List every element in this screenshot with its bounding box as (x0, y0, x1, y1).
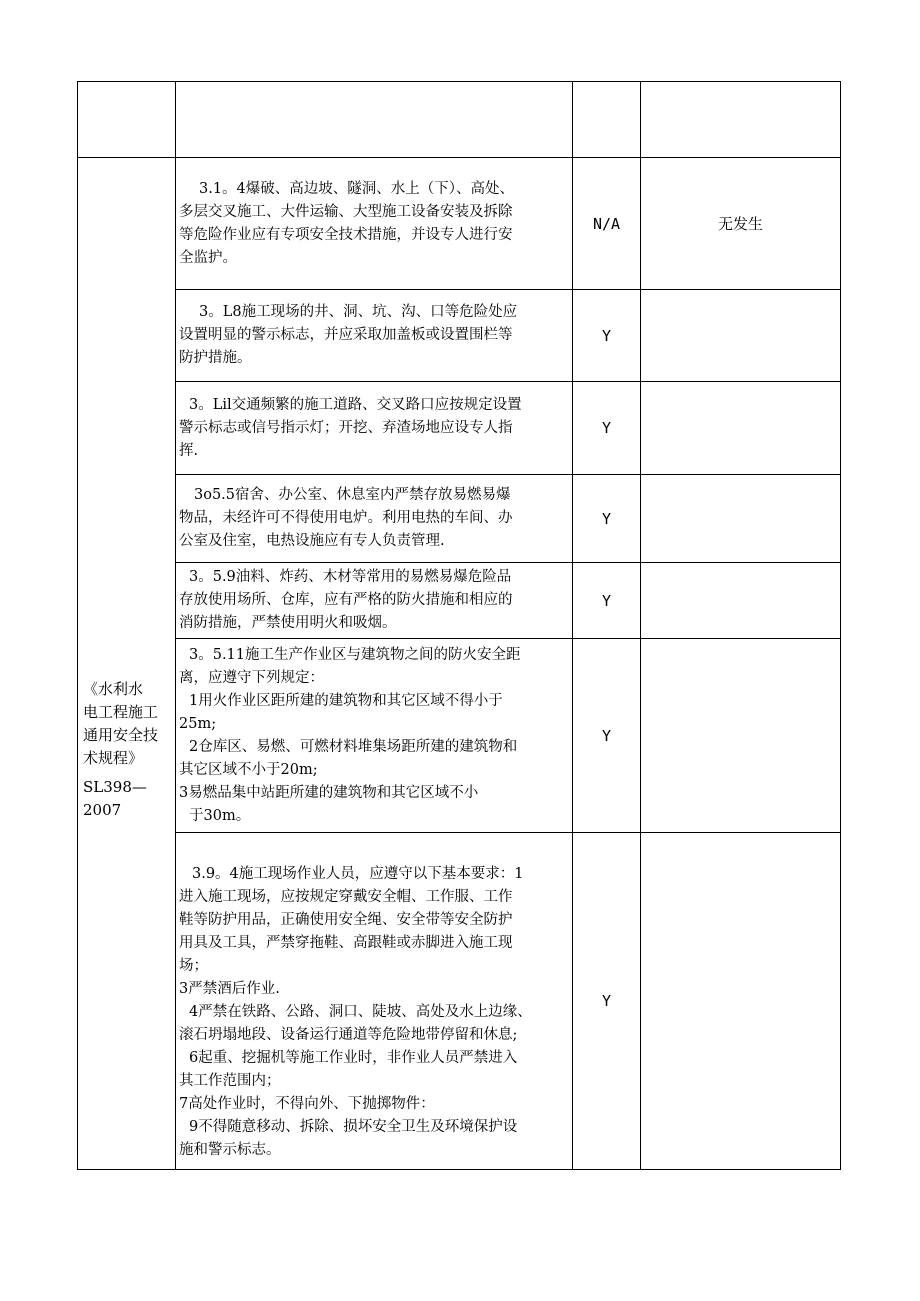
clause-line: 其工作范围内； (179, 1072, 281, 1089)
clause-line: 进入施工现场，应按规定穿戴安全帽、工作服、工作 (179, 888, 513, 905)
clause-line: 用具及工具，严禁穿拖鞋、高跟鞋或赤脚进入施工现 (179, 934, 513, 951)
clause-line: 物品，未经许可不得使用电炉。利用电热的车间、办 (179, 510, 513, 526)
table-row (78, 563, 841, 639)
source-title-line: 《水利水 (83, 679, 144, 698)
table-cell-content (176, 475, 573, 563)
table-cell-result: Y (573, 290, 641, 382)
clause-line: 2仓库区、易燃、可燃材料堆集场距所建的建筑物和 (189, 738, 518, 755)
clause-line: 鞋等防护用品，正确使用安全绳、安全带等安全防护 (179, 911, 513, 928)
table-cell-result (573, 82, 641, 158)
clause-line: 其它区域不小于20m; (179, 761, 318, 778)
clause-line: 存放使用场所、仓库，应有严格的防火措施和相应的 (179, 592, 513, 608)
table-row (78, 382, 841, 475)
source-code-line: 2007 (83, 800, 122, 819)
clause-line: 3。5.9油料、炸药、木材等常用的易燃易爆危险品 (189, 569, 512, 585)
table-cell-result: Y (573, 639, 641, 833)
table-cell-result: Y (573, 382, 641, 475)
clause-line: 防护措施。 (179, 350, 252, 366)
source-title-line: 通用安全技 (83, 725, 159, 744)
table-cell-note: 无发生 (641, 158, 841, 290)
table-cell-note (641, 833, 841, 1170)
clause-line: 3易燃品集中站距所建的建筑物和其它区域不小 (179, 784, 479, 801)
clause-line: 3.9。4施工现场作业人员，应遵守以下基本要求：1 (192, 865, 524, 882)
table-cell-source-empty (78, 82, 176, 158)
source-standard-cell (78, 158, 176, 1170)
clause-line: 3。L8施工现场的井、洞、坑、沟、口等危险处应 (199, 304, 518, 320)
table-cell-content (176, 382, 573, 475)
clause-line: 等危险作业应有专项安全技术措施，并设专人进行安 (179, 226, 513, 243)
source-code-line: SL398— (83, 777, 147, 796)
clause-line: 1用火作业区距所建的建筑物和其它区域不得小于 (189, 692, 503, 709)
table-cell-note (641, 382, 841, 475)
table-row (78, 833, 841, 1170)
clause-line: 于30m。 (189, 807, 251, 824)
clause-line: 消防措施，严禁使用明火和吸烟。 (179, 615, 397, 631)
table-cell-result: Y (573, 475, 641, 563)
clause-line: 7高处作业时，不得向外、下抛掷物件： (179, 1095, 435, 1112)
table-row (78, 158, 841, 290)
clause-line: 9不得随意移动、拆除、损坏安全卫生及环境保护设 (189, 1118, 518, 1135)
clause-line: 离，应遵守下列规定： (179, 669, 324, 686)
source-title-line: 术规程》 (83, 748, 144, 767)
table-cell-content (176, 563, 573, 639)
table-row (78, 290, 841, 382)
table-cell-content (176, 158, 573, 290)
table-cell-note (641, 82, 841, 158)
clause-line: 3。Lil交通频繁的施工道路、交叉路口应按规定设置 (189, 396, 522, 413)
table-cell-content (176, 639, 573, 833)
clause-line: 多层交叉施工、大件运输、大型施工设备安装及拆除 (179, 203, 513, 220)
clause-line: 场； (179, 957, 208, 974)
clause-line: 全监护。 (179, 249, 237, 266)
table-row (78, 82, 841, 158)
table-cell-content (176, 833, 573, 1170)
table-cell-result: Y (573, 833, 641, 1170)
table-cell-note (641, 290, 841, 382)
clause-line: 公室及住室，电热设施应有专人负责管理. (179, 533, 445, 549)
clause-line: 25m; (179, 715, 217, 732)
clause-line: 3o5.5宿舍、办公室、休息室内严禁存放易燃易爆 (194, 487, 511, 503)
table-row (78, 475, 841, 563)
table-cell-content (176, 290, 573, 382)
table-cell-content (176, 82, 573, 158)
table-cell-result: Y (573, 563, 641, 639)
clause-line: 3。5.11施工生产作业区与建筑物之间的防火安全距 (189, 646, 521, 663)
clause-line: 警示标志或信号指示灯；开挖、弃渣场地应设专人指 (179, 419, 513, 436)
clause-line: 挥. (179, 442, 199, 459)
clause-line: 设置明显的警示标志，并应采取加盖板或设置围栏等 (179, 327, 513, 343)
table-cell-result: N/A (573, 158, 641, 290)
clause-line: 6起重、挖掘机等施工作业时，非作业人员严禁进入 (189, 1049, 518, 1066)
clause-line: 3.1。4爆破、高边坡、隧洞、水上（下）、高处、 (199, 180, 515, 197)
clause-line: 施和警示标志。 (179, 1141, 281, 1158)
clause-line: 滚石坍塌地段、设备运行通道等危险地带停留和休息; (179, 1026, 518, 1043)
table-cell-note (641, 639, 841, 833)
source-title-line: 电工程施工 (83, 702, 159, 721)
safety-checklist-table (77, 81, 841, 1170)
clause-line: 3严禁酒后作业. (179, 980, 280, 997)
table-cell-note (641, 563, 841, 639)
clause-line: 4严禁在铁路、公路、洞口、陡坡、高处及水上边缘、 (189, 1003, 532, 1020)
table-cell-note (641, 475, 841, 563)
table-row (78, 639, 841, 833)
